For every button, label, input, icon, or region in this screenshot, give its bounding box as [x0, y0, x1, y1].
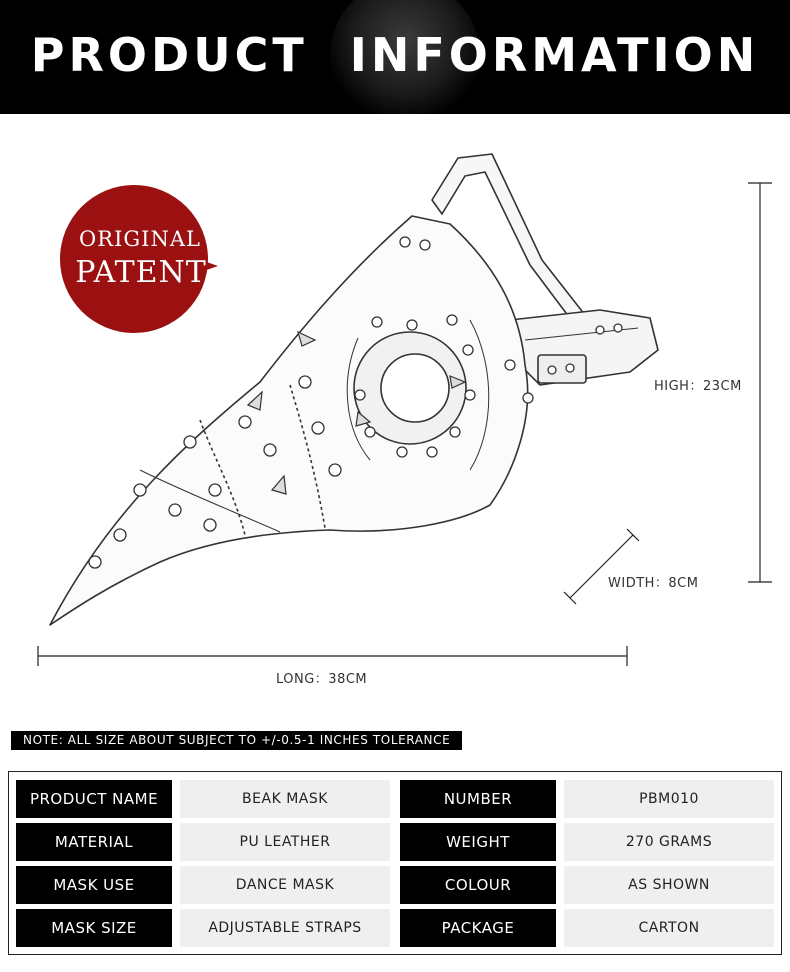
spec-label: MASK USE [16, 866, 172, 904]
spec-value: DANCE MASK [180, 866, 390, 904]
length-dimension-label: LONG：38CM [276, 672, 368, 687]
spec-value: PBM010 [564, 780, 774, 818]
width-dimension-label: WIDTH：8CM [608, 576, 699, 591]
tolerance-note: NOTE: ALL SIZE ABOUT SUBJECT TO +/-0.5-1 INCHES TOLERANCE [11, 731, 462, 750]
spec-label: WEIGHT [400, 823, 556, 861]
spec-label: PRODUCT NAME [16, 780, 172, 818]
spec-label: COLOUR [400, 866, 556, 904]
spec-value: CARTON [564, 909, 774, 947]
spec-value: 270 GRAMS [564, 823, 774, 861]
spec-label: PACKAGE [400, 909, 556, 947]
spec-value: BEAK MASK [180, 780, 390, 818]
badge-line-2: PATENT [75, 255, 207, 290]
badge-line-1: ORIGINAL [79, 227, 201, 251]
spec-label: NUMBER [400, 780, 556, 818]
spec-value: AS SHOWN [564, 866, 774, 904]
spec-value: PU LEATHER [180, 823, 390, 861]
spec-label: MATERIAL [16, 823, 172, 861]
spec-table [8, 771, 782, 955]
page-title: PRODUCT INFORMATION [30, 28, 760, 82]
spec-label: MASK SIZE [16, 909, 172, 947]
height-dimension-label: HIGH：23CM [654, 379, 742, 394]
spec-value: ADJUSTABLE STRAPS [180, 909, 390, 947]
